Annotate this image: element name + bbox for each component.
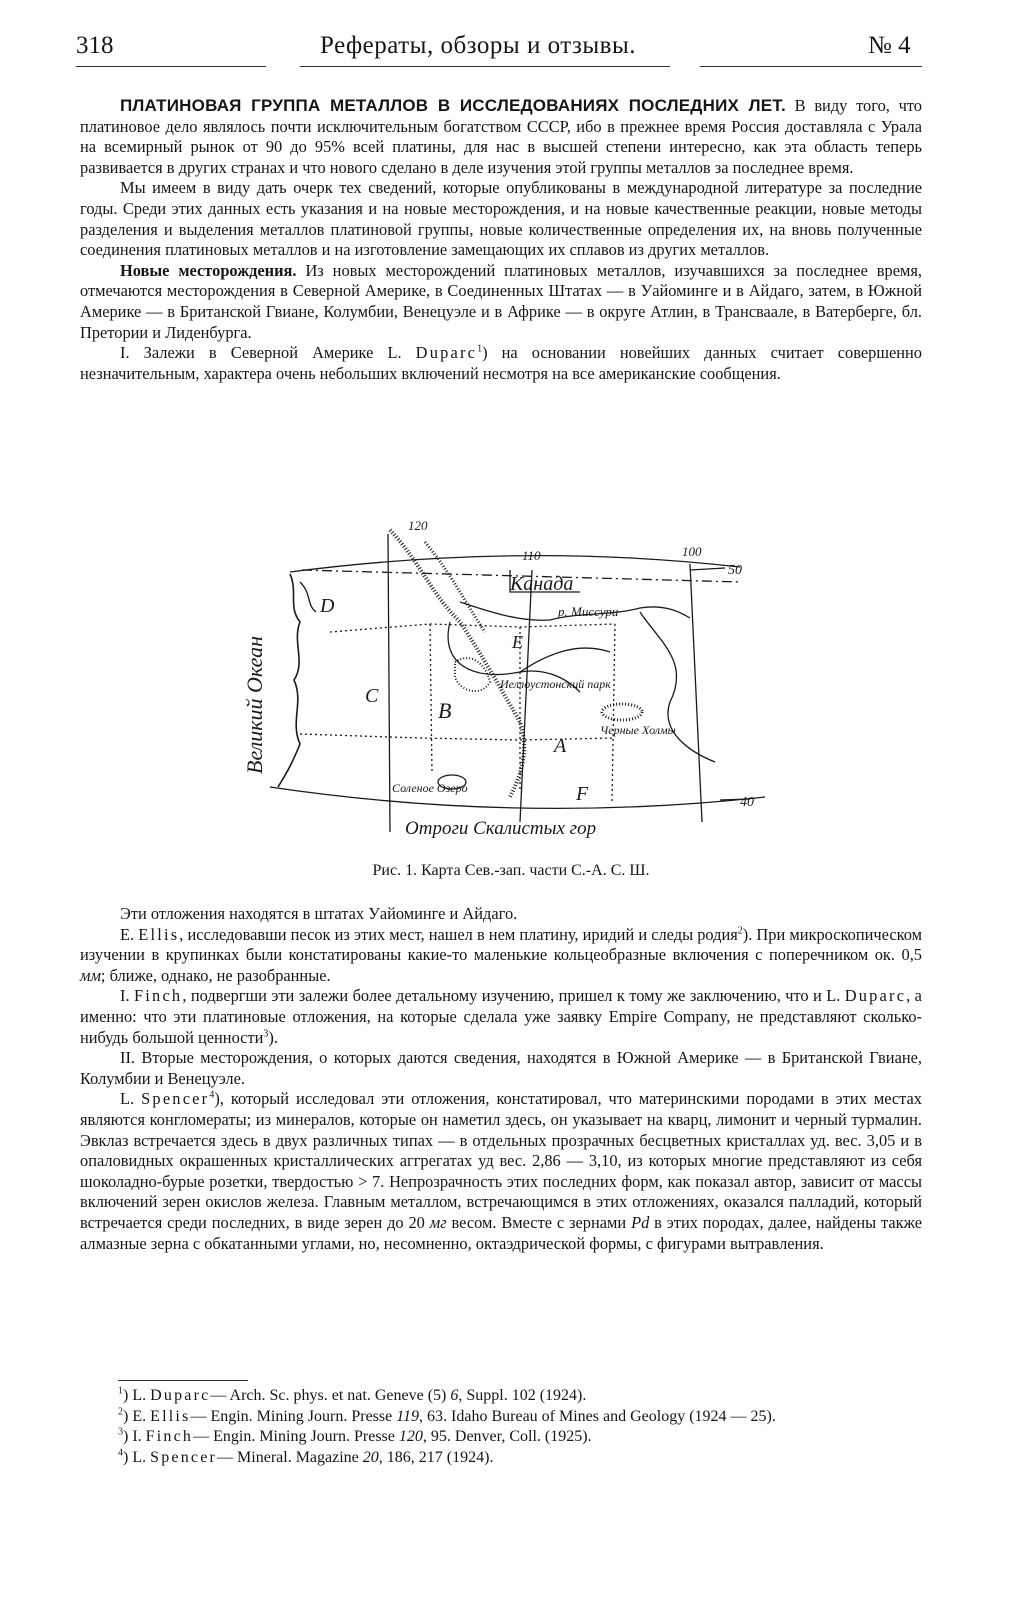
meridian-100 <box>690 564 702 822</box>
footnote-ref-1: 1 <box>477 343 483 355</box>
fn4-volume: 20 <box>362 1448 379 1466</box>
map-label-salt-lake: Соленое Озеро <box>392 781 468 795</box>
fn1-c: , Suppl. 102 (1924). <box>458 1387 587 1404</box>
section-title: Рефераты, обзоры и отзывы. <box>320 32 636 59</box>
paragraph-8: II. Вторые месторождения, о которых даются сведения, находятся в Южной Америке — в Британской Гвиане, Колумбии и Венецуэле. <box>80 1048 922 1088</box>
footnote-mark-1: 1 <box>118 1385 123 1397</box>
fn2-a: E. <box>132 1407 147 1425</box>
map-lon-100: 100 <box>682 544 702 559</box>
paragraph-4-b: ) на основании новейших данных считает совершенно незначительным, характера очень небольших включений несмотря на все американские сообщения. <box>80 343 922 383</box>
p9-c: весом. Вместе с зернами <box>451 1212 627 1232</box>
paragraph-3 <box>80 261 922 343</box>
state-border-5 <box>612 624 615 802</box>
map-label-ocean: Великий Океан <box>242 635 267 774</box>
footnote-mark-3: 3 <box>118 1426 123 1438</box>
paragraph-6 <box>80 925 922 987</box>
meridian-110 <box>520 570 532 822</box>
p6-b: , исследовавши песок из этих мест, нашел в нем платину, иридий и следы родия <box>179 924 738 944</box>
footnote-3: $^3$) I. Finch— Engin. Mining Journ. Presse 120, 95. Denver, Coll. (1925). <box>118 1426 592 1445</box>
footnote-rule <box>118 1380 248 1381</box>
fn4-b: — Mineral. Magazine <box>217 1448 359 1466</box>
footnotes <box>80 1386 922 1468</box>
footnote-2: $^2$) E. Ellis— Engin. Mining Journ. Presse 119, 63. Idaho Bureau of Mines and Geology (1924 — 25). <box>118 1406 776 1425</box>
fn3-author: Finch <box>145 1428 194 1445</box>
figure-caption: Рис. 1. Карта Сев.-зап. части С.-А. С. Ш. <box>372 862 650 879</box>
map-bottom-edge <box>270 787 765 808</box>
paragraph-4-a: I. Залежи в Северной Америке L. <box>120 343 402 363</box>
paragraph-3-text: Из новых месторождений платиновых металлов, изучавшихся за последнее время, отмечаются месторождения в Северной Америке, в Соединенных Штатах — в Уайоминге и в Айдаго, затем, в Южной Америке — в Британской Гвиане, Колумбии, Венецуэле и в Африке — в округе Атлин, в Трансваале, в Ватерберге, бл. Претории и Лиденбурга. <box>80 260 922 342</box>
p9-b: ), который исследовал эти отложения, констатировал, что материнскими породами в этих местах являются конгломераты; из минералов, которые он наметил здесь, он указывает на кварц, лимонит и черный турмалин. Эвклаз встречается здесь в двух различных типах — в отдельных прозрачных бесцветных кристаллах уд. вес. 3,05 и в опаловидных окрашенных кристаллических аггрегатах уд вес. 2,86 — 3,10, из которых многие представляют из себя шоколадно-бурые розетки, твердостью > 7. Непрозрачность этих последних форм, как показал автор, зависит от массы включений зерен окислов железа. Главным металлом, встречающимся в этих отложениях, оказался палладий, который встречается среди последних, в виде зерен до 20 <box>80 1089 922 1232</box>
footnote-mark-4: 4 <box>118 1447 123 1459</box>
header-rule-left <box>76 66 266 67</box>
footnote-1: $^1$) L. Duparc— Arch. Sc. phys. et nat. Geneve (5) 6, Suppl. 102 (1924). <box>118 1385 587 1404</box>
map-lon-110: 110 <box>522 548 541 563</box>
paragraph-7 <box>80 986 922 1048</box>
p6-c: ). При микроскопическом изучении в крупинках были констатированы какие-то маленькие кольцеобразные включения с поперечником ок. 0,5 <box>80 924 922 965</box>
map-label-b: B <box>438 698 452 723</box>
paragraph-2: Мы имеем в виду дать очерк тех сведений, которые опубликованы в международной литературе за последние годы. Среди этих данных есть указания и на новые месторождения, и на новые качественные реакции, новые методы разделения и выделения металлов платиновой группы, новые количественные определения их, на вновь полученные соединения платиновых металлов и на изготовление замещающих их сплавов из других металлов. <box>80 178 922 260</box>
fn1-a: L. <box>132 1387 147 1404</box>
map-label-f: F <box>576 783 589 805</box>
map-label-black-hills: Черные Холмы <box>600 723 676 737</box>
author-duparc-2: Duparc <box>844 986 907 1006</box>
fn4-author: Spencer <box>150 1448 218 1466</box>
p6-d: ; ближе, однако, не разобранные. <box>100 965 331 985</box>
map-top-edge <box>290 556 740 572</box>
author-ellis: Ellis <box>138 924 180 944</box>
article-intro <box>80 96 922 178</box>
fn1-volume: 6 <box>450 1387 459 1404</box>
article-body-bottom <box>80 904 922 1254</box>
author-duparc: Duparc <box>415 343 478 363</box>
page-number: 318 <box>76 32 114 59</box>
fn4-a: L. <box>132 1448 147 1466</box>
footnote-ref-3: 3 <box>263 1028 269 1040</box>
footnote-mark-2: 2 <box>118 1406 123 1418</box>
river-yellowstone <box>520 648 610 672</box>
author-spencer: Spencer <box>141 1089 210 1109</box>
subheading-new-deposits: Новые месторождения. <box>120 260 297 280</box>
fn2-b: — Engin. Mining Journ. Presse <box>190 1407 393 1425</box>
paragraph-5: Эти отложения находятся в штатах Уайоминге и Айдаго. <box>120 904 518 923</box>
fn3-c: , 95. Denver, Coll. (1925). <box>422 1428 592 1445</box>
map-figure <box>220 512 800 852</box>
fn2-c: , 63. Idaho Bureau of Mines and Geology (1924 — 25). <box>419 1407 776 1425</box>
p7-d: ). <box>268 1027 278 1047</box>
map-label-e: E <box>512 632 523 652</box>
map-label-c: C <box>365 685 379 707</box>
header-rule-right <box>700 66 922 67</box>
p6-unit: мм <box>80 965 101 985</box>
rocky-mountains-range <box>390 530 524 797</box>
puget-sound <box>300 582 316 612</box>
article-body-top <box>80 96 922 384</box>
p7-c: , а именно: что эти платиновые отложения, на которые сделала уже заявку Empire Company, не представляют сколько-нибудь большой ценности <box>80 986 922 1047</box>
map-label-yellowstone: Иеллоустонский парк <box>500 677 611 691</box>
article-title: ПЛАТИНОВАЯ ГРУППА МЕТАЛЛОВ В ИССЛЕДОВАНИЯХ ПОСЛЕДНИХ ЛЕТ. <box>120 96 786 115</box>
issue-number: № 4 <box>868 32 911 59</box>
map-lon-120: 120 <box>408 518 428 533</box>
p9-unit: мг <box>429 1212 447 1232</box>
p9-a: L. <box>120 1089 135 1109</box>
author-finch: Finch <box>133 986 183 1006</box>
state-border-2 <box>300 734 615 740</box>
map-label-missouri: р. Миссури <box>558 604 619 619</box>
state-border-1 <box>330 624 615 632</box>
paragraph-1: В виду того, что платиновое дело являлось почти исключительным богатством СССР, ибо в прежнее время Россия доставляла с Урала на всемирный рынок от 90 до 95% всей платины, для нас в высшей степени интересно, как эта область теперь развивается в других странах и что нового сделано в деле изучения этой группы металлов за последнее время. <box>80 96 922 177</box>
map-label-d: D <box>320 595 335 617</box>
fn2-author: Ellis <box>150 1407 191 1425</box>
p7-a: I. <box>120 986 130 1006</box>
fn4-c: , 186, 217 (1924). <box>378 1448 494 1466</box>
footnote-ref-2: 2 <box>737 925 743 937</box>
coastline <box>278 574 300 787</box>
fn3-a: I. <box>132 1428 142 1445</box>
fn3-volume: 120 <box>398 1428 423 1445</box>
state-border-3 <box>430 624 432 772</box>
paragraph-9 <box>80 1089 922 1254</box>
p9-d: в этих породах, далее, найдены также алмазные зерна с обкатанными углами, но, несомненно, октаэдрической формы, с фигурами вытравления. <box>80 1212 922 1253</box>
fn3-b: — Engin. Mining Journ. Presse <box>193 1428 395 1445</box>
fn1-b: — Arch. Sc. phys. et nat. Geneve (5) <box>210 1387 447 1404</box>
map-label-canada: Канада <box>510 573 574 595</box>
map-lat-40: 40 <box>740 795 754 810</box>
footnote-ref-4: 4 <box>209 1089 215 1101</box>
p6-a: E. <box>120 924 135 944</box>
paragraph-4 <box>80 343 922 384</box>
map-lat-50: 50 <box>728 563 742 578</box>
header-rule-center <box>300 66 670 67</box>
fn2-volume: 119 <box>396 1407 420 1425</box>
river-east <box>640 612 715 762</box>
black-hills-mark <box>602 704 642 720</box>
meridian-120 <box>388 534 390 832</box>
fn1-author: Duparc <box>150 1387 211 1404</box>
map-label-spurs: Отроги Скалистых гор <box>405 818 597 839</box>
parallel-50-tick <box>690 568 725 570</box>
p9-pd: Pd <box>631 1212 650 1232</box>
map-label-a: A <box>554 735 567 757</box>
footnote-4: $^4$) L. Spencer— Mineral. Magazine 20, 186, 217 (1924). <box>118 1447 494 1466</box>
p7-b: , подвергши эти залежи более детальному изучению, пришел к тому же заключению, что и L. <box>182 986 841 1006</box>
